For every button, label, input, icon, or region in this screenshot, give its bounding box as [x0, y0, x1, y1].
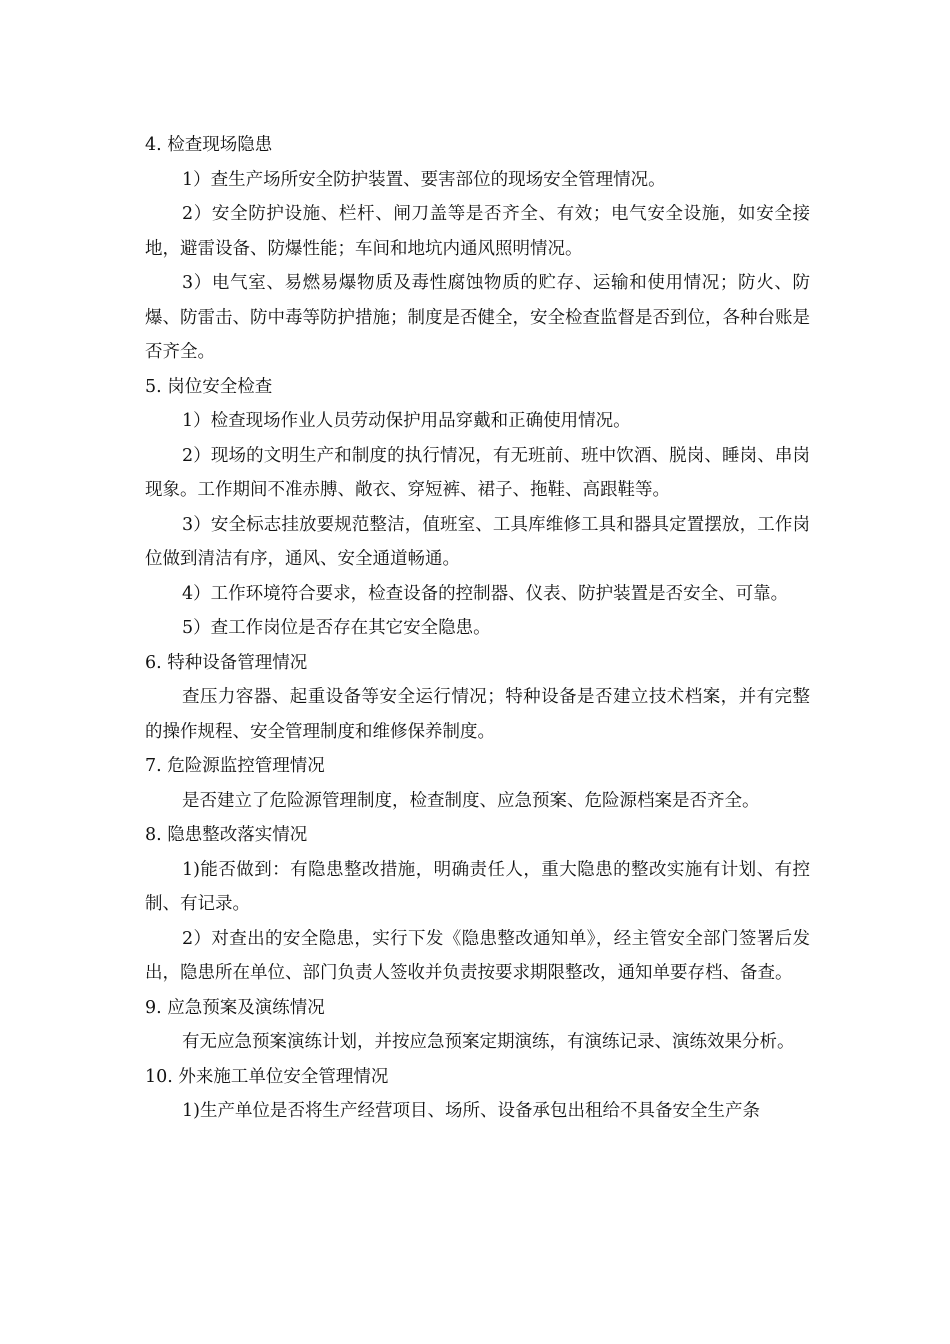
paragraph: 3）电气室、易燃易爆物质及毒性腐蚀物质的贮存、运输和使用情况；防火、防爆、防雷击、防中毒等防护措施；制度是否健全，安全检查监督是否到位，各种台账是否齐全。	[145, 273, 810, 362]
paragraph: 1)生产单位是否将生产经营项目、场所、设备承包出租给不具备安全生产条	[182, 1101, 760, 1121]
section-heading: 7. 危险源监控管理情况	[145, 756, 325, 776]
paragraph: 1）检查现场作业人员劳动保护用品穿戴和正确使用情况。	[182, 411, 631, 431]
paragraph: 4）工作环境符合要求，检查设备的控制器、仪表、防护装置是否安全、可靠。	[182, 583, 789, 604]
paragraph: 2）安全防护设施、栏杆、闸刀盖等是否齐全、有效；电气安全设施，如安全接地，避雷设备、防爆性能；车间和地坑内通风照明情况。	[145, 204, 810, 259]
document-body	[145, 128, 810, 1129]
section-heading: 10. 外来施工单位安全管理情况	[145, 1066, 389, 1087]
paragraph: 是否建立了危险源管理制度，检查制度、应急预案、危险源档案是否齐全。	[182, 790, 760, 811]
section-heading: 4. 检查现场隐患	[145, 135, 273, 155]
paragraph: 查压力容器、起重设备等安全运行情况；特种设备是否建立技术档案，并有完整的操作规程、安全管理制度和维修保养制度。	[145, 687, 810, 742]
paragraph: 5）查工作岗位是否存在其它安全隐患。	[182, 618, 491, 638]
paragraph: 1)能否做到：有隐患整改措施，明确责任人，重大隐患的整改实施有计划、有控制、有记录。	[145, 859, 810, 914]
paragraph: 3）安全标志挂放要规范整洁，值班室、工具库维修工具和器具定置摆放，工作岗位做到清洁有序，通风、安全通道畅通。	[145, 514, 810, 569]
paragraph: 2）对查出的安全隐患，实行下发《隐患整改通知单》，经主管安全部门签署后发出，隐患所在单位、部门负责人签收并负责按要求期限整改，通知单要存档、备查。	[145, 928, 810, 983]
section-heading: 9. 应急预案及演练情况	[145, 997, 325, 1018]
paragraph: 有无应急预案演练计划，并按应急预案定期演练，有演练记录、演练效果分析。	[182, 1032, 795, 1052]
paragraph: 2）现场的文明生产和制度的执行情况，有无班前、班中饮酒、脱岗、睡岗、串岗现象。工作期间不准赤膊、敞衣、穿短裤、裙子、拖鞋、高跟鞋等。	[145, 445, 810, 500]
section-heading: 6. 特种设备管理情况	[145, 652, 308, 673]
section-heading: 5. 岗位安全检查	[145, 376, 273, 397]
paragraph: 1）查生产场所安全防护装置、要害部位的现场安全管理情况。	[182, 169, 666, 190]
section-heading: 8. 隐患整改落实情况	[145, 825, 308, 845]
